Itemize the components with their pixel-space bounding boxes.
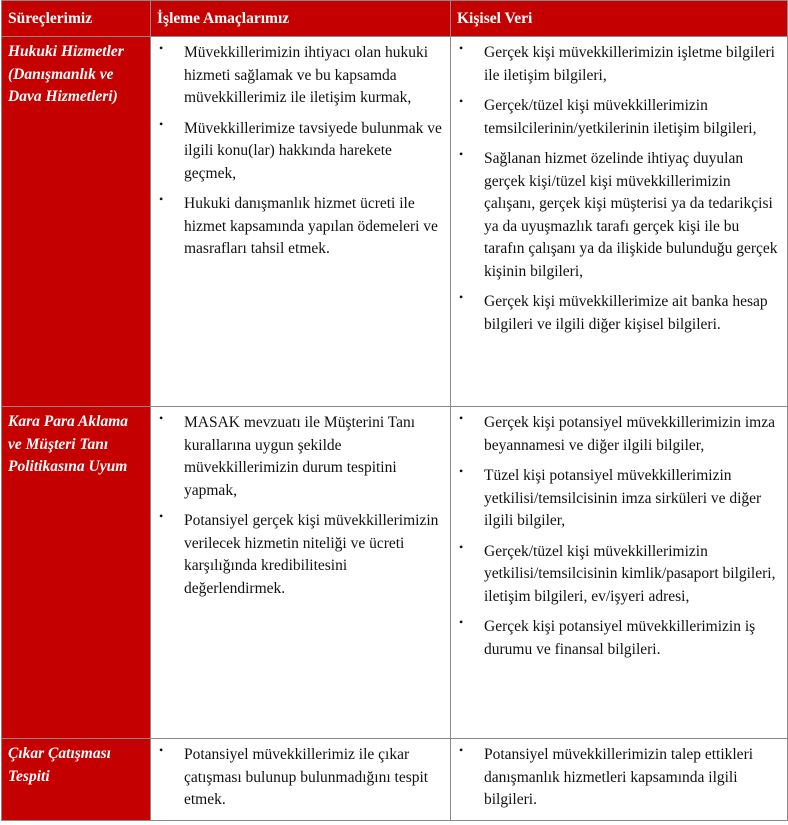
list-item-text: Gerçek/tüzel kişi müvekkillerimizin yetkilisi/temsilcisinin kimlik/pasaport bilgileri, iletişim bilgileri, ev/işyeri adresi,	[484, 542, 776, 605]
list-item	[151, 193, 442, 261]
list-item-text: Tüzel kişi potansiyel müvekkillerimizin yetkilisi/temsilcisinin imza sirküleri ve diğer ilgili bilgiler,	[484, 467, 762, 529]
bullet-icon: •	[459, 411, 464, 425]
bullet-icon: •	[459, 743, 464, 757]
list-item-text: Hukuki danışmanlık hizmet ücreti ile hizmet kapsamında yapılan ödemeleri ve masrafları tahsil etmek.	[184, 195, 438, 257]
list-item-text: Potansiyel gerçek kişi müvekkillerimizin verilecek hizmetin niteliği ve ücreti karşılığında kredibilitesini değerlendirmek.	[184, 512, 439, 597]
list-item	[151, 118, 442, 186]
table-row	[2, 739, 788, 821]
list-item	[451, 616, 779, 661]
process-name: Kara Para Aklama ve Müşteri Tanı Politikasına Uyum	[2, 407, 151, 739]
purposes-list	[151, 42, 442, 261]
list-item	[151, 412, 442, 502]
bullet-icon: •	[459, 94, 464, 108]
list-item-text: Müvekkillerimizin ihtiyacı olan hukuki hizmeti sağlamak ve bu kapsamda müvekkillerimiz ile iletişim kurmak,	[184, 44, 429, 106]
list-item	[151, 42, 442, 110]
process-name: Hukuki Hizmetler (Danışmanlık ve Dava Hizmetleri)	[2, 37, 151, 407]
list-item	[451, 744, 779, 812]
bullet-icon: •	[459, 615, 464, 629]
list-item	[151, 510, 442, 600]
bullet-icon: •	[159, 116, 164, 131]
bullet-icon: •	[459, 147, 464, 161]
header-personal-data: Kişisel Veri	[451, 1, 788, 37]
list-item	[451, 42, 779, 87]
bullet-icon: •	[459, 464, 464, 478]
list-item-text: Potansiyel müvekkillerimizin talep ettikleri danışmanlık hizmetleri kapsamında ilgili bilgileri.	[484, 746, 754, 808]
bullet-icon: •	[159, 411, 164, 425]
data-processing-table	[1, 0, 788, 821]
list-item-text: Gerçek kişi müvekkillerimizin işletme bilgileri ile iletişim bilgileri,	[484, 44, 775, 84]
list-item-text: Potansiyel müvekkillerimiz ile çıkar çatışması bulunup bulunmadığını tespit etmek.	[184, 746, 429, 808]
list-item-text: MASAK mevzuatı ile Müşterini Tanı kurallarına uygun şekilde müvekkillerimizin durum tespitini yapmak,	[184, 414, 416, 499]
list-item	[451, 148, 779, 283]
table-header-row	[2, 1, 788, 37]
purposes-cell	[151, 739, 451, 821]
table-row	[2, 407, 788, 739]
header-purposes: İşleme Amaçlarımız	[151, 1, 451, 37]
personal-data-cell	[451, 37, 788, 407]
purposes-cell	[151, 407, 451, 739]
bullet-icon: •	[459, 539, 464, 554]
list-item	[451, 291, 779, 336]
purposes-list	[151, 744, 442, 812]
list-item	[451, 541, 779, 609]
personal-data-cell	[451, 407, 788, 739]
table-row	[2, 37, 788, 407]
bullet-icon: •	[159, 192, 164, 206]
bullet-icon: •	[459, 41, 464, 55]
list-item-text: Gerçek kişi potansiyel müvekkillerimizin imza beyannamesi ve diğer ilgili bilgiler,	[484, 414, 775, 454]
header-processes: Süreçlerimiz	[2, 1, 151, 37]
list-item-text: Gerçek kişi müvekkillerimize ait banka hesap bilgileri ve ilgili diğer kişisel bilgileri.	[484, 293, 768, 333]
bullet-icon: •	[159, 509, 164, 523]
list-item	[451, 95, 779, 140]
process-name: Çıkar Çatışması Tespiti	[2, 739, 151, 821]
personal-data-list	[451, 412, 779, 661]
list-item	[451, 465, 779, 533]
personal-data-list	[451, 42, 779, 336]
list-item-text: Müvekkillerimize tavsiyede bulunmak ve ilgili konu(lar) hakkında harekete geçmek,	[184, 119, 442, 182]
list-item	[151, 744, 442, 812]
list-item-text: Gerçek/tüzel kişi müvekkillerimizin temsilcilerinin/yetkilerinin iletişim bilgileri,	[484, 97, 757, 137]
bullet-icon: •	[159, 41, 164, 55]
list-item-text: Gerçek kişi potansiyel müvekkillerimizin iş durumu ve finansal bilgileri.	[484, 618, 756, 658]
bullet-icon: •	[459, 290, 464, 304]
list-item	[451, 412, 779, 457]
list-item-text: Sağlanan hizmet özelinde ihtiyaç duyulan gerçek kişi/tüzel kişi müvekkillerimizin çalışanı, gerçek kişi müşterisi ya da tedarikçisi ya da uyuşmazlık tarafı gerçek kişi ile bu tarafın çalışanı ya da ilişkide bulunduğu gerçek kişinin bilgileri,	[484, 150, 778, 280]
bullet-icon: •	[159, 743, 164, 757]
purposes-cell	[151, 37, 451, 407]
personal-data-list	[451, 744, 779, 812]
purposes-list	[151, 412, 442, 600]
personal-data-cell	[451, 739, 788, 821]
